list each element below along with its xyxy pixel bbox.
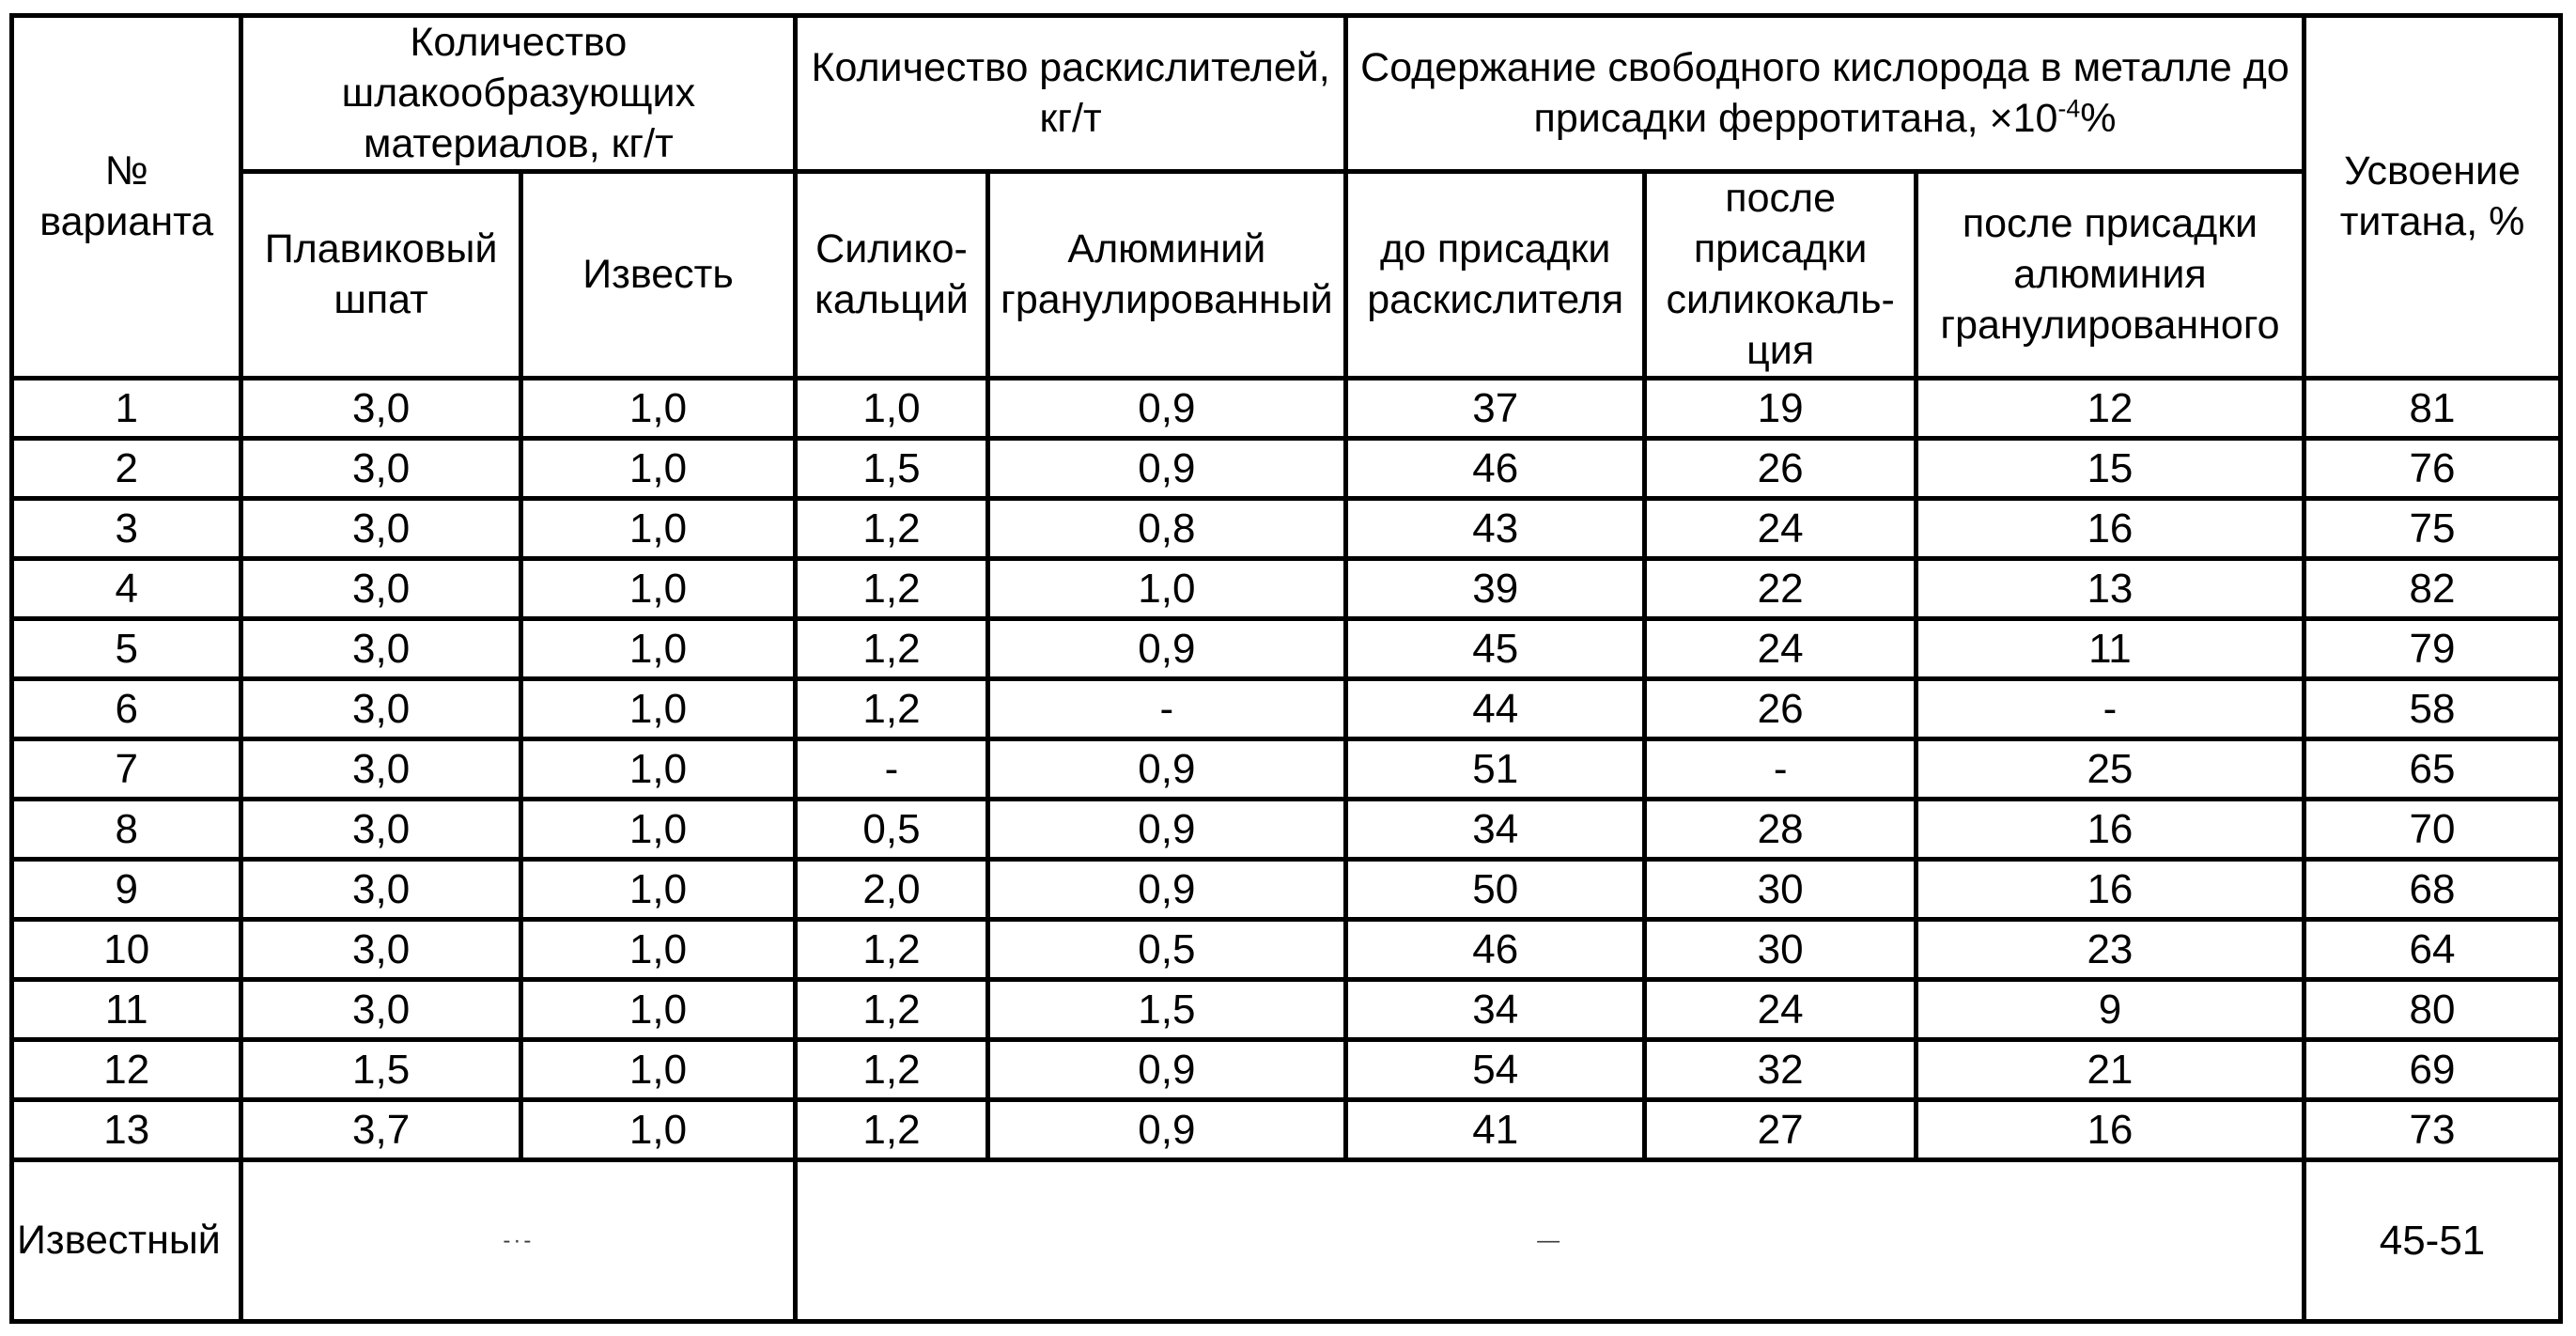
- table-row: [12, 739, 2561, 800]
- scan-artifact-mark: -·-: [503, 1227, 535, 1253]
- cell: 1,0: [520, 439, 795, 499]
- group-header-row: [12, 16, 2561, 172]
- cell: 1,0: [520, 920, 795, 980]
- cell: 39: [1345, 559, 1645, 619]
- cell: 10: [12, 920, 241, 980]
- table-row: [12, 920, 2561, 980]
- cell: 1,2: [796, 559, 988, 619]
- cell: -: [1916, 679, 2304, 739]
- cell: 16: [1916, 1100, 2304, 1160]
- table-header: [12, 16, 2561, 379]
- cell: 16: [1916, 499, 2304, 559]
- cell: 13: [12, 1100, 241, 1160]
- cell: 1,5: [796, 439, 988, 499]
- cell: 30: [1645, 860, 1916, 920]
- cell: 0,9: [987, 1040, 1345, 1100]
- table-row: [12, 800, 2561, 860]
- cell: 0,9: [987, 739, 1345, 800]
- cell: 79: [2304, 619, 2561, 679]
- cell: 37: [1345, 379, 1645, 439]
- cell: 0,9: [987, 1100, 1345, 1160]
- table-row: [12, 439, 2561, 499]
- cell: 12: [1916, 379, 2304, 439]
- cell: 5: [12, 619, 241, 679]
- cell: 82: [2304, 559, 2561, 619]
- cell: 1,0: [520, 800, 795, 860]
- cell: 34: [1345, 980, 1645, 1040]
- cell: 1,2: [796, 920, 988, 980]
- cell: 65: [2304, 739, 2561, 800]
- cell: -: [987, 679, 1345, 739]
- cell: 75: [2304, 499, 2561, 559]
- cell: 46: [1345, 439, 1645, 499]
- cell: 1,0: [520, 379, 795, 439]
- table-row: [12, 499, 2561, 559]
- cell: 73: [2304, 1100, 2561, 1160]
- cell: 2: [12, 439, 241, 499]
- cell: 51: [1345, 739, 1645, 800]
- cell: 45: [1345, 619, 1645, 679]
- header-after-silicocalcium: после присадки силикокаль- ция: [1645, 172, 1916, 379]
- cell: 69: [2304, 1040, 2561, 1100]
- header-free-oxygen-percent: %: [2080, 95, 2117, 141]
- deoxidation-variants-table: [9, 13, 2563, 1324]
- cell: 8: [12, 800, 241, 860]
- cell: 3: [12, 499, 241, 559]
- cell: 3,0: [241, 739, 520, 800]
- cell: 3,0: [241, 920, 520, 980]
- cell: 7: [12, 739, 241, 800]
- cell: 9: [12, 860, 241, 920]
- table-body: [12, 379, 2561, 1322]
- cell: 1,2: [796, 1100, 988, 1160]
- cell: 3,0: [241, 379, 520, 439]
- cell: 1,0: [520, 679, 795, 739]
- table-row: [12, 980, 2561, 1040]
- cell: 16: [1916, 860, 2304, 920]
- header-slag-forming-group: Количество шлакообразующих материалов, кг/т: [241, 16, 796, 172]
- header-lime: Известь: [520, 172, 795, 379]
- table-row: [12, 860, 2561, 920]
- table-row: [12, 1040, 2561, 1100]
- cell: 1,0: [796, 379, 988, 439]
- cell: 3,0: [241, 800, 520, 860]
- cell: 32: [1645, 1040, 1916, 1100]
- header-aluminum-granulated: Алюминий гранулированный: [987, 172, 1345, 379]
- cell: 3,7: [241, 1100, 520, 1160]
- cell: -: [1645, 739, 1916, 800]
- cell: 50: [1345, 860, 1645, 920]
- cell: 24: [1645, 980, 1916, 1040]
- sub-header-row: [12, 172, 2561, 379]
- cell: 70: [2304, 800, 2561, 860]
- cell: 0,9: [987, 860, 1345, 920]
- cell: 21: [1916, 1040, 2304, 1100]
- cell: 3,0: [241, 679, 520, 739]
- cell: 26: [1645, 439, 1916, 499]
- cell: 0,5: [796, 800, 988, 860]
- cell: 3,0: [241, 439, 520, 499]
- cell: 43: [1345, 499, 1645, 559]
- cell: 12: [12, 1040, 241, 1100]
- cell: -: [796, 739, 988, 800]
- header-titanium-assimilation: Усвоение титана, %: [2304, 16, 2561, 379]
- cell: 76: [2304, 439, 2561, 499]
- cell: 9: [1916, 980, 2304, 1040]
- table-row: [12, 619, 2561, 679]
- cell: 26: [1645, 679, 1916, 739]
- cell: 0,8: [987, 499, 1345, 559]
- cell: 1,0: [520, 499, 795, 559]
- cell: 3,0: [241, 860, 520, 920]
- cell: 1: [12, 379, 241, 439]
- known-slag-cell: [241, 1160, 796, 1322]
- cell: 0,9: [987, 379, 1345, 439]
- cell: 54: [1345, 1040, 1645, 1100]
- header-free-oxygen-exponent: -4: [2057, 94, 2081, 123]
- cell: 30: [1645, 920, 1916, 980]
- cell: 3,0: [241, 559, 520, 619]
- cell: 1,0: [520, 980, 795, 1040]
- cell: 3,0: [241, 980, 520, 1040]
- header-variant-number: № варианта: [12, 16, 241, 379]
- cell: 23: [1916, 920, 2304, 980]
- known-deox-oxygen-cell: [796, 1160, 2304, 1322]
- cell: 1,2: [796, 679, 988, 739]
- cell: 0,9: [987, 800, 1345, 860]
- header-silicocalcium: Силико- кальций: [796, 172, 988, 379]
- cell: 1,0: [520, 619, 795, 679]
- cell: 1,5: [987, 980, 1345, 1040]
- cell: 1,2: [796, 499, 988, 559]
- cell: 34: [1345, 800, 1645, 860]
- cell: 2,0: [796, 860, 988, 920]
- cell: 0,9: [987, 619, 1345, 679]
- scan-artifact-mark: —: [1537, 1227, 1563, 1253]
- header-deoxidizers-group: Количество раскислителей, кг/т: [796, 16, 1346, 172]
- cell: 28: [1645, 800, 1916, 860]
- cell: 46: [1345, 920, 1645, 980]
- cell: 3,0: [241, 499, 520, 559]
- cell: 11: [12, 980, 241, 1040]
- known-variant-row: [12, 1160, 2561, 1322]
- header-fluorspar: Плавиковый шпат: [241, 172, 520, 379]
- cell: 0,5: [987, 920, 1345, 980]
- cell: 81: [2304, 379, 2561, 439]
- cell: 1,2: [796, 980, 988, 1040]
- cell: 44: [1345, 679, 1645, 739]
- cell: 15: [1916, 439, 2304, 499]
- cell: 58: [2304, 679, 2561, 739]
- cell: 1,0: [520, 1100, 795, 1160]
- cell: 27: [1645, 1100, 1916, 1160]
- cell: 1,5: [241, 1040, 520, 1100]
- table-row: [12, 679, 2561, 739]
- header-free-oxygen-text: Содержание свободного кислорода в металле до присадки ферротитана, ×10: [1360, 44, 2289, 141]
- table-row: [12, 379, 2561, 439]
- cell: 1,2: [796, 1040, 988, 1100]
- known-titanium-value: 45-51: [2304, 1160, 2561, 1322]
- cell: 24: [1645, 619, 1916, 679]
- cell: 0,9: [987, 439, 1345, 499]
- cell: 64: [2304, 920, 2561, 980]
- cell: 4: [12, 559, 241, 619]
- cell: 25: [1916, 739, 2304, 800]
- cell: 1,0: [520, 860, 795, 920]
- header-free-oxygen-group: [1345, 16, 2304, 172]
- table-row: [12, 559, 2561, 619]
- cell: 80: [2304, 980, 2561, 1040]
- cell: 1,2: [796, 619, 988, 679]
- header-after-aluminum: после присадки алюминия гранулированного: [1916, 172, 2304, 379]
- table-row: [12, 1100, 2561, 1160]
- cell: 68: [2304, 860, 2561, 920]
- cell: 13: [1916, 559, 2304, 619]
- header-before-deoxidizer: до присадки раскислителя: [1345, 172, 1645, 379]
- cell: 16: [1916, 800, 2304, 860]
- cell: 41: [1345, 1100, 1645, 1160]
- cell: 19: [1645, 379, 1916, 439]
- cell: 3,0: [241, 619, 520, 679]
- cell: 24: [1645, 499, 1916, 559]
- cell: 1,0: [520, 739, 795, 800]
- cell: 22: [1645, 559, 1916, 619]
- known-variant-label: Известный: [12, 1160, 241, 1322]
- cell: 1,0: [520, 559, 795, 619]
- cell: 1,0: [520, 1040, 795, 1100]
- cell: 11: [1916, 619, 2304, 679]
- cell: 6: [12, 679, 241, 739]
- cell: 1,0: [987, 559, 1345, 619]
